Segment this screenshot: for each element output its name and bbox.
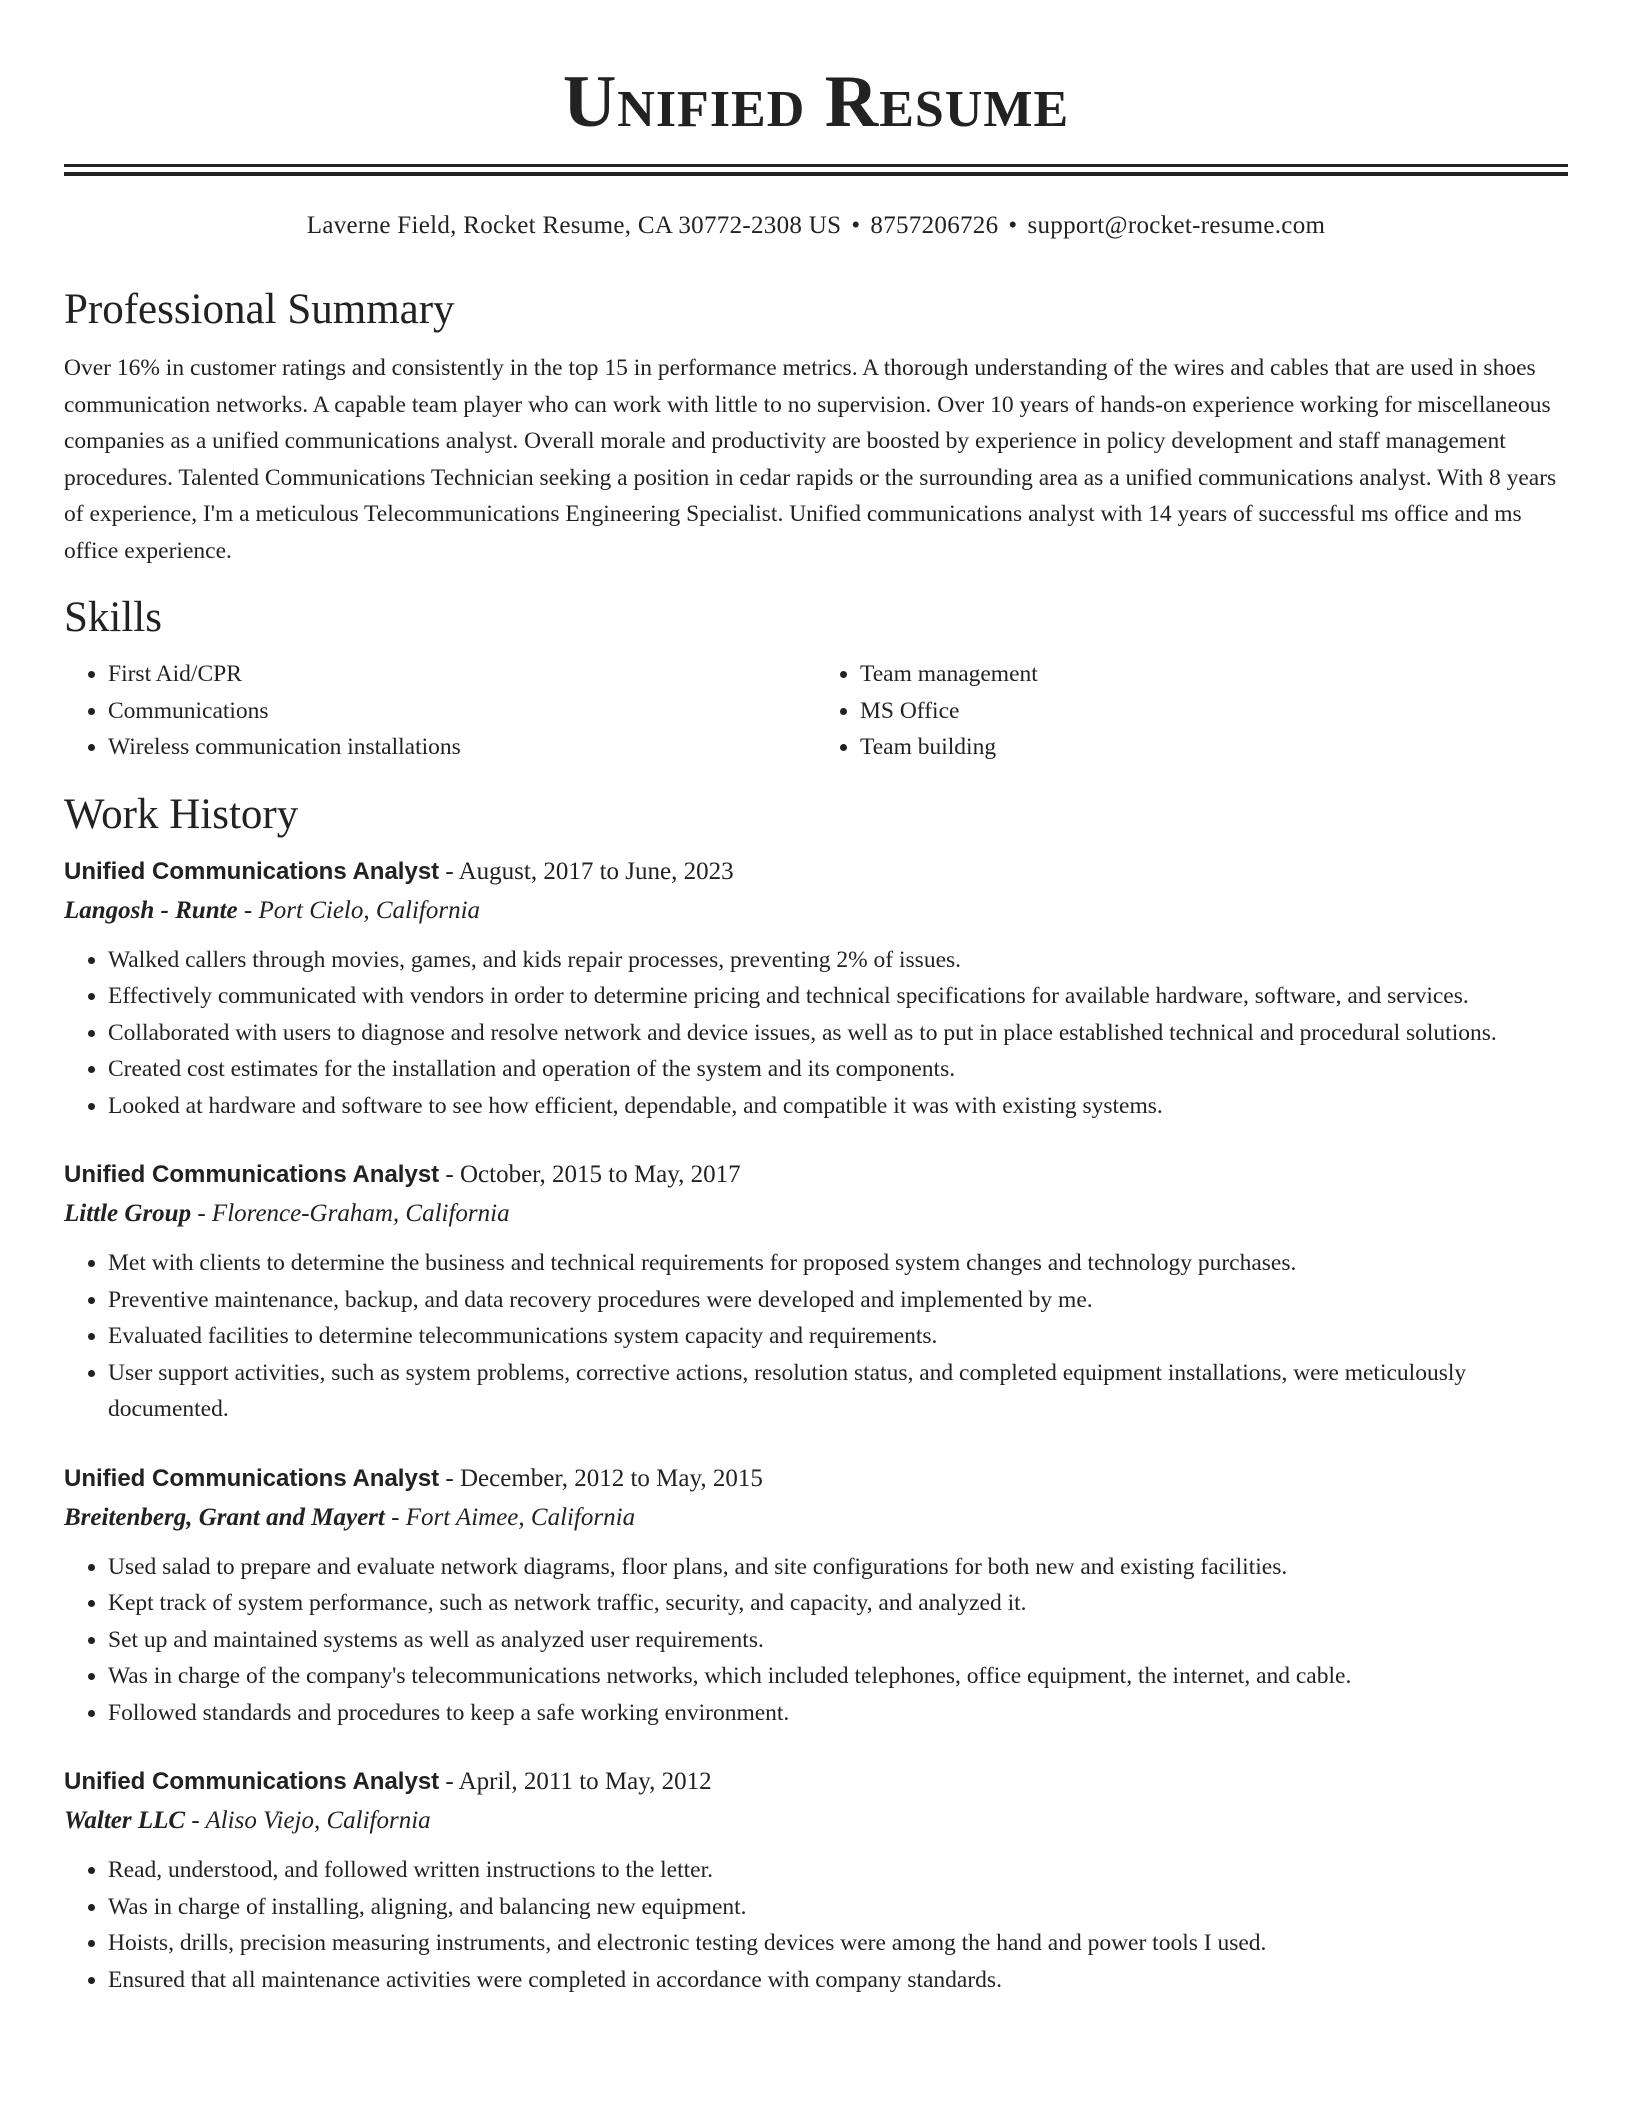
job-dates: August, 2017 to June, 2023 (458, 857, 734, 885)
job-location: Fort Aimee, California (405, 1503, 636, 1531)
title-divider-top (64, 164, 1568, 167)
job-company-line (64, 1194, 1568, 1234)
job-company: Walter LLC (64, 1807, 186, 1834)
job-company: Breitenberg, Grant and Mayert (64, 1503, 385, 1531)
job-dash: - (439, 857, 459, 885)
job-bullet: • Hoists, drills, precision measuring instruments, and electronic testing devices were among the hand and power tools I used. (108, 1925, 1568, 1962)
job-bullet: • Created cost estimates for the installation and operation of the system and its components. (108, 1051, 1568, 1088)
job-dash: - (185, 1807, 206, 1834)
job-dates: April, 2011 to May, 2012 (458, 1768, 712, 1795)
resume-title: Unified Resume (562, 61, 1070, 143)
job-bullet: • Was in charge of installing, aligning, and balancing new equipment. (108, 1889, 1568, 1926)
job-bullet: • Met with clients to determine the business and technical requirements for proposed system changes and technology purchases. (108, 1245, 1568, 1282)
contact-email: support@rocket-resume.com (1027, 212, 1326, 239)
job-entry (64, 1763, 1568, 1998)
skill-item: • First Aid/CPR (108, 656, 816, 693)
skill-item: • Team management (860, 656, 1568, 693)
contact-phone: 8757206726 (870, 212, 999, 239)
job-bullet: • Set up and maintained systems as well as analyzed user requirements. (108, 1622, 1568, 1659)
job-dash: - (191, 1200, 212, 1227)
job-dash: - (439, 1161, 460, 1188)
job-role: Unified Communications Analyst (64, 857, 440, 885)
job-dash: - (384, 1503, 406, 1531)
job-location: Florence-Graham, California (211, 1200, 510, 1227)
job-role: Unified Communications Analyst (64, 1768, 440, 1795)
skill-item: • Team building (860, 729, 1568, 766)
job-role: Unified Communications Analyst (64, 1464, 440, 1492)
job-title-line (64, 1156, 1568, 1194)
job-dash: - (439, 1768, 459, 1795)
job-bullet-list (64, 1852, 1568, 1998)
job-title-line (64, 1460, 1568, 1498)
job-bullet-list (64, 1549, 1568, 1732)
title-divider-bottom (64, 172, 1568, 176)
job-company: Little Group (64, 1200, 192, 1227)
skill-item: • Communications (108, 693, 816, 730)
job-bullet: • Used salad to prepare and evaluate network diagrams, floor plans, and site configurations for both new and existing facilities. (108, 1549, 1568, 1586)
job-dates: October, 2015 to May, 2017 (459, 1161, 741, 1188)
work-history-heading: Work History (64, 790, 299, 838)
job-bullet: • Followed standards and procedures to keep a safe working environment. (108, 1695, 1568, 1732)
job-company-line (64, 1801, 1568, 1841)
job-bullet: • Collaborated with users to diagnose and resolve network and device issues, as well as to put in place established technical and procedural solutions. (108, 1015, 1568, 1052)
job-role: Unified Communications Analyst (64, 1161, 440, 1188)
job-bullet-list (64, 1245, 1568, 1428)
summary-heading: Professional Summary (64, 286, 455, 333)
skills-grid (64, 656, 1568, 766)
job-bullet: • Walked callers through movies, games, and kids repair processes, preventing 2% of issues. (108, 942, 1568, 979)
job-title-line (64, 853, 1568, 891)
job-bullet-list (64, 942, 1568, 1125)
job-dash: - (439, 1464, 460, 1492)
job-bullet: • Kept track of system performance, such as network traffic, security, and capacity, and analyzed it. (108, 1585, 1568, 1622)
job-dates: December, 2012 to May, 2015 (459, 1464, 763, 1492)
skill-item: • MS Office (860, 693, 1568, 730)
contact-separator: • (1008, 212, 1018, 239)
contact-address: Laverne Field, Rocket Resume, CA 30772-2308 US (306, 212, 842, 239)
job-bullet: • User support activities, such as system problems, corrective actions, resolution status, and completed equipment installations, were meticulously documented. (108, 1355, 1568, 1428)
skills-column-right (816, 656, 1568, 766)
job-bullet: • Read, understood, and followed written instructions to the letter. (108, 1852, 1568, 1889)
skills-heading: Skills (64, 594, 162, 641)
skills-column-left (64, 656, 816, 766)
job-bullet: • Preventive maintenance, backup, and data recovery procedures were developed and implemented by me. (108, 1282, 1568, 1319)
job-dash: - (237, 896, 259, 924)
job-location: Aliso Viejo, California (205, 1807, 431, 1834)
job-title-line (64, 1763, 1568, 1801)
job-company-line (64, 1498, 1568, 1538)
skill-item: • Wireless communication installations (108, 729, 816, 766)
job-bullet: • Effectively communicated with vendors in order to determine pricing and technical specifications for available hardware, software, and services. (108, 978, 1568, 1015)
job-location: Port Cielo, California (258, 896, 481, 924)
job-entry (64, 1460, 1568, 1732)
job-bullet: • Evaluated facilities to determine telecommunications system capacity and requirements. (108, 1318, 1568, 1355)
job-company-line (64, 891, 1568, 931)
job-bullet: • Was in charge of the company's telecommunications networks, which included telephones, office equipment, the internet, and cable. (108, 1658, 1568, 1695)
job-entry (64, 1156, 1568, 1428)
contact-line (64, 210, 1568, 242)
contact-separator: • (851, 212, 861, 239)
summary-text: Over 16% in customer ratings and consistently in the top 15 in performance metrics. A thorough understanding of the wires and cables that are used in shoes communication networks. A capable team player who can work with little to no supervision. Over 10 years of hands-on experience working for miscellaneous companies as a unified communications analyst. Overall morale and productivity are boosted by experience in policy development and staff management procedures. Talented Communications Technician seeking a position in cedar rapids or the surrounding area as a unified communications analyst. With 8 years of experience, I'm a meticulous Telecommunications Engineering Specialist. Unified communications analyst with 14 years of successful ms office and ms office experience. (64, 355, 1557, 564)
job-bullet: • Ensured that all maintenance activities were completed in accordance with company standards. (108, 1962, 1568, 1999)
job-entry (64, 853, 1568, 1125)
job-company: Langosh - Runte (64, 896, 238, 924)
job-bullet: • Looked at hardware and software to see how efficient, dependable, and compatible it was with existing systems. (108, 1088, 1568, 1125)
